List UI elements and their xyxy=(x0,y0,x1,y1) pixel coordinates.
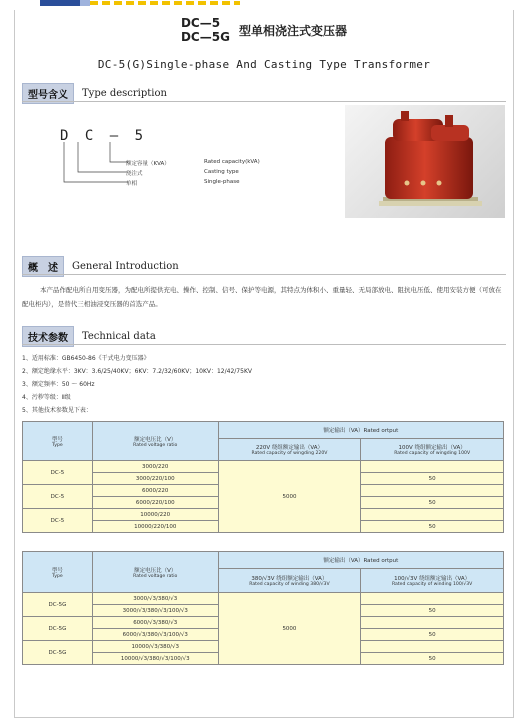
tech-section-title: Technical data xyxy=(82,331,156,342)
param-item: 4、污秽等级：Ⅱ级 xyxy=(22,394,71,401)
tech-section-tag: 技术参数 xyxy=(22,326,74,347)
type-section-tag: 型号含义 xyxy=(22,83,74,104)
legend-en-2: Casting type xyxy=(204,169,239,175)
transformer-photo xyxy=(345,105,505,218)
divider xyxy=(22,344,506,345)
header-sub1: 220V 绕组额定输出（VA） Rated capacity of wingding 220V xyxy=(218,439,361,461)
divider xyxy=(22,101,506,102)
header-sub2: 100V 绕组额定输出（VA） Rated capacity of wingding 100V xyxy=(361,439,504,461)
spec-table-dc5 xyxy=(22,421,504,533)
type-cell: DC-5 xyxy=(23,461,93,485)
header-output: 额定输出（VA）Rated ortput xyxy=(218,552,503,569)
voltage-cell: 3000/√3/380/√3 xyxy=(92,593,218,605)
param-item: 2、额定绝缘水平：3KV：3.6/25/40KV；6KV：7.2/32/60KV；10KV：12/42/75KV xyxy=(22,368,252,375)
voltage-cell: 3000/220/100 xyxy=(92,473,218,485)
type-cell: DC-5G xyxy=(23,593,93,617)
output2-cell: 50 xyxy=(361,473,504,485)
voltage-cell: 6000/220 xyxy=(92,485,218,497)
output2-cell xyxy=(361,461,504,473)
title-en: DC-5(G)Single-phase And Casting Type Transformer xyxy=(97,58,431,71)
divider xyxy=(22,274,506,275)
page-title xyxy=(0,16,528,44)
intro-text: 本产品作配电所自用变压器，为配电所提供充电、操作、控制、信号、保护等电源，其特点为体积小、重量轻、无局部放电、阻抗电压低、使用安装方便（可放在配电柜内），是替代三相油浸变压器的首选产品。 xyxy=(22,286,502,308)
output2-cell xyxy=(361,509,504,521)
legend-cn-2: 浇注式 xyxy=(126,171,143,177)
param-item: 5、其他技术参数见下表： xyxy=(22,407,92,414)
banner-strip xyxy=(90,1,240,5)
voltage-cell: 3000/√3/380/√3/100/√3 xyxy=(92,605,218,617)
title-cn: 型单相浇注式变压器 xyxy=(239,23,348,38)
voltage-cell: 10000/√3/380/√3 xyxy=(92,641,218,653)
output1-cell: 5000 xyxy=(218,593,361,665)
tech-params-list xyxy=(22,352,252,417)
voltage-cell: 3000/220 xyxy=(92,461,218,473)
output2-cell: 50 xyxy=(361,629,504,641)
type-section-title: Type description xyxy=(82,88,167,99)
output2-cell xyxy=(361,641,504,653)
header-type: 型号 Type xyxy=(23,422,93,461)
type-cell: DC-5 xyxy=(23,485,93,509)
legend-en-3: Single-phase xyxy=(204,179,240,185)
param-item: 1、适用标准：GB6450-86《干式电力变压器》 xyxy=(22,355,150,362)
model-line-2: DC—5G xyxy=(180,30,230,44)
spec-table-dc5g xyxy=(22,551,504,665)
header-sub1: 380/√3V 绕组额定输出（VA） Rated capacity of winding 380/√3V xyxy=(218,569,361,593)
type-cell: DC-5G xyxy=(23,641,93,665)
output2-cell: 50 xyxy=(361,497,504,509)
intro-section-title: General Introduction xyxy=(72,261,179,272)
voltage-cell: 10000/220 xyxy=(92,509,218,521)
model-line-1: DC—5 xyxy=(180,16,221,30)
legend-cn-1: 额定容量（KVA） xyxy=(126,161,170,167)
output2-cell: 50 xyxy=(361,653,504,665)
type-cell: DC-5G xyxy=(23,617,93,641)
company-logo xyxy=(40,0,80,6)
header-type: 型号 Type xyxy=(23,552,93,593)
model-names xyxy=(181,16,230,44)
param-item: 3、额定频率：50 ～ 60Hz xyxy=(22,381,95,388)
intro-section-tag: 概 述 xyxy=(22,256,64,277)
type-cell: DC-5 xyxy=(23,509,93,533)
header-sub2: 100/√3V 绕组额定输出（VA） Rated capacity of winding 100/√3V xyxy=(361,569,504,593)
header-output: 额定输出（VA）Rated ortput xyxy=(218,422,503,439)
legend-cn-3: 单相 xyxy=(126,181,138,187)
type-code-diagram xyxy=(60,140,130,190)
output1-cell: 5000 xyxy=(218,461,361,533)
output2-cell xyxy=(361,593,504,605)
output2-cell: 50 xyxy=(361,605,504,617)
voltage-cell: 6000/√3/380/√3/100/√3 xyxy=(92,629,218,641)
output2-cell: 50 xyxy=(361,521,504,533)
output2-cell xyxy=(361,485,504,497)
voltage-cell: 6000/√3/380/√3 xyxy=(92,617,218,629)
voltage-cell: 10000/220/100 xyxy=(92,521,218,533)
voltage-cell: 6000/220/100 xyxy=(92,497,218,509)
logo-accent xyxy=(80,0,90,6)
voltage-cell: 10000/√3/380/√3/100/√3 xyxy=(92,653,218,665)
header-voltage: 额定电压比（V） Rated voltage ratio xyxy=(92,552,218,593)
header-voltage: 额定电压比（V） Rated voltage ratio xyxy=(92,422,218,461)
type-code: D C — 5 xyxy=(60,128,148,144)
top-banner xyxy=(0,0,528,10)
output2-cell xyxy=(361,617,504,629)
legend-en-1: Rated capacity(kVA) xyxy=(204,159,260,165)
